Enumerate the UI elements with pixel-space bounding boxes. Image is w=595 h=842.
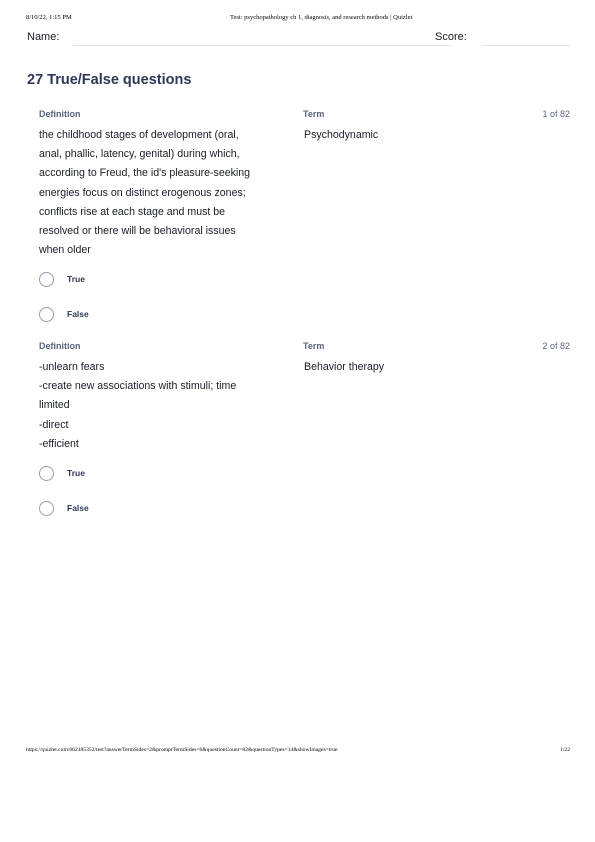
- option-label-true: True: [67, 274, 85, 284]
- definition-label: Definition: [39, 109, 81, 119]
- radio-button[interactable]: [39, 466, 54, 481]
- false-option[interactable]: [39, 499, 89, 517]
- radio-button[interactable]: [39, 307, 54, 322]
- option-label-true: True: [67, 468, 85, 478]
- definition-text: the childhood stages of development (oral, anal, phallic, latency, genital) during which, according to Freud, the id's pleasure-seeking energies focus on distinct erogenous zones; conflicts rise at each stage and must be resolved or there will be behavioral issues when older: [39, 129, 251, 257]
- name-label: Name:: [27, 31, 60, 43]
- term-text: Psychodynamic: [304, 129, 379, 141]
- print-url: https://quizlet.com/662185352/test?answerTermSides=2&promptTermSides=6&questionCount=82&questionTypes=14&showImages=true: [26, 747, 338, 753]
- radio-button[interactable]: [39, 501, 54, 516]
- false-option[interactable]: [39, 305, 89, 323]
- question-counter: 1 of 82: [542, 109, 570, 119]
- true-option[interactable]: [39, 464, 85, 482]
- score-label: Score:: [435, 31, 467, 43]
- print-footer: [26, 747, 570, 759]
- option-label-false: False: [67, 503, 89, 513]
- true-option[interactable]: [39, 270, 85, 288]
- definition-label: Definition: [39, 341, 81, 351]
- question-counter: 2 of 82: [542, 341, 570, 351]
- print-header: [26, 14, 570, 26]
- score-field[interactable]: [482, 45, 570, 46]
- print-datetime: 8/10/22, 1:15 PM: [26, 14, 72, 21]
- radio-button[interactable]: [39, 272, 54, 287]
- print-page-title: Test: psychopathology ch 1, diagnosis, and research methods | Quizlet: [230, 14, 413, 21]
- name-score-row: [27, 30, 570, 48]
- term-label: Term: [303, 109, 325, 119]
- section-title: 27 True/False questions: [27, 72, 192, 88]
- term-label: Term: [303, 341, 325, 351]
- name-field[interactable]: [73, 45, 451, 46]
- definition-text: -unlearn fears -create new associations with stimuli; time limited -direct -efficient: [39, 361, 237, 450]
- option-label-false: False: [67, 309, 89, 319]
- page-number: 1/22: [560, 747, 570, 753]
- term-text: Behavior therapy: [304, 361, 385, 373]
